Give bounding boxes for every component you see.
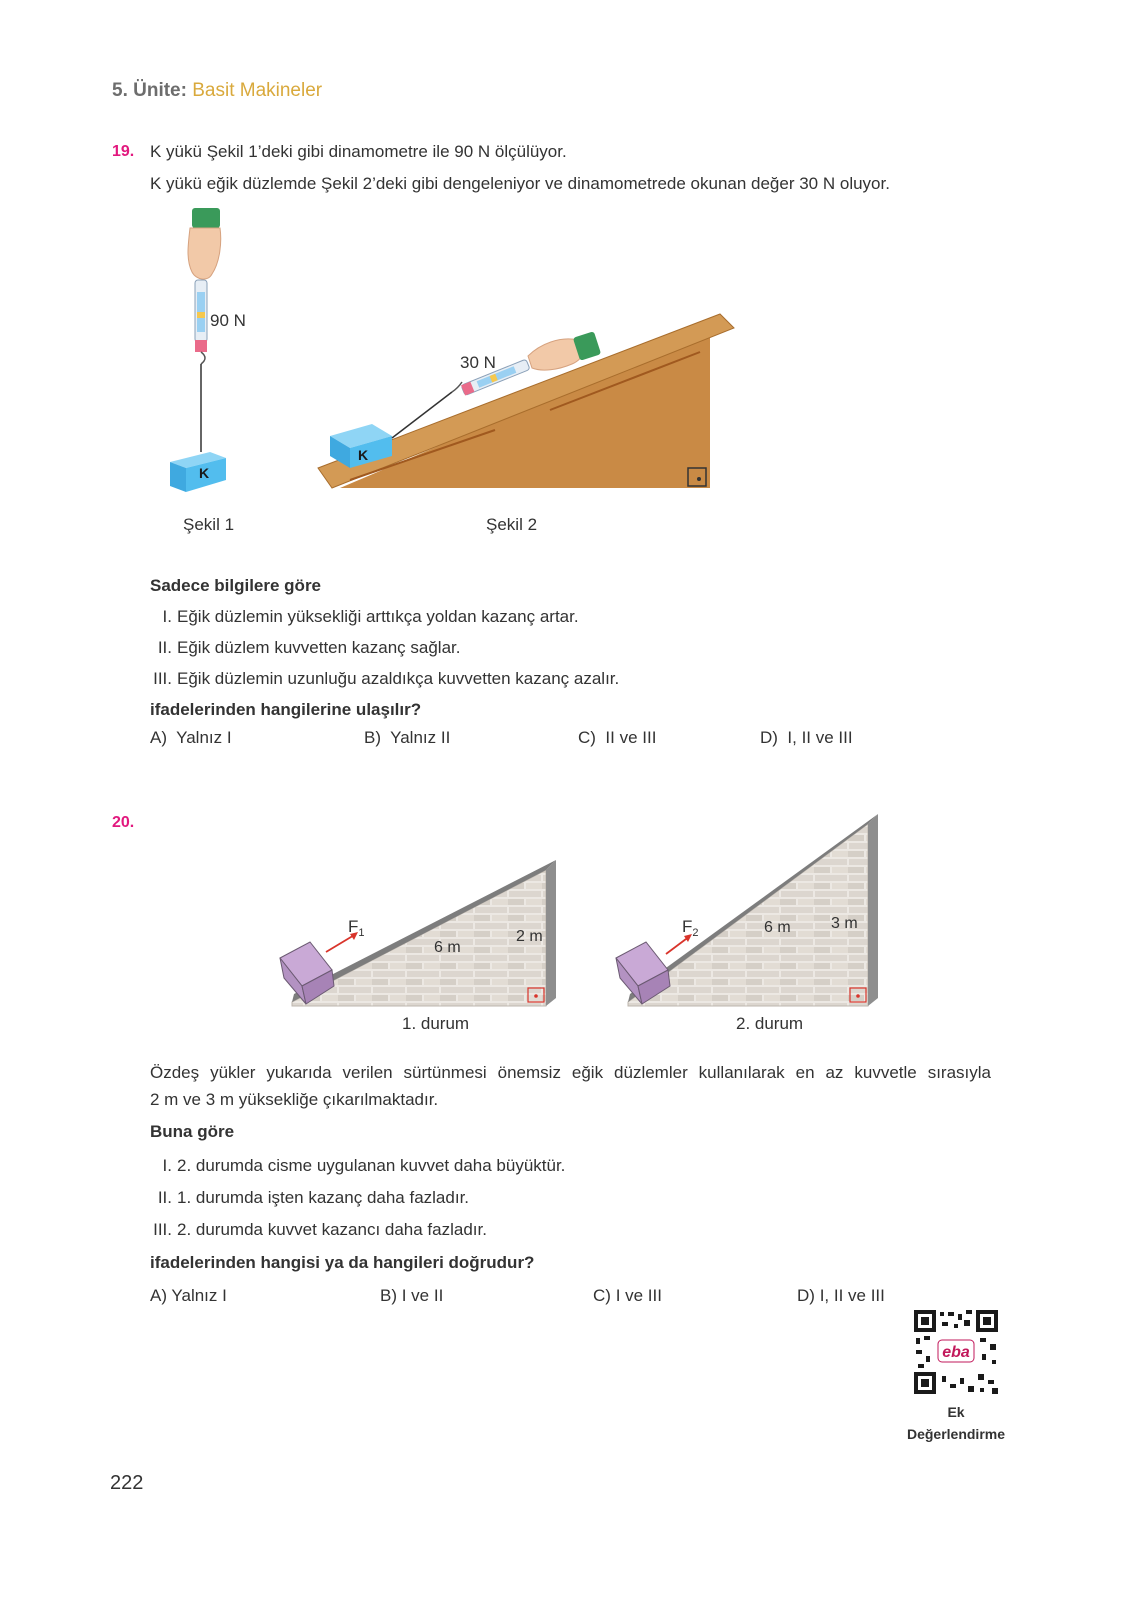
q19-option-c[interactable]: C) II ve III <box>578 728 657 747</box>
incline-2-height: 3 m <box>831 915 858 932</box>
q20-option-a[interactable]: A) Yalnız I <box>150 1286 227 1305</box>
q20-option-b[interactable]: B) I ve II <box>380 1286 444 1305</box>
figure-sekil-1 <box>150 200 300 500</box>
q19-option-b[interactable]: B) Yalnız II <box>364 728 451 747</box>
qr-code-icon[interactable] <box>914 1310 998 1394</box>
q19-statement-num: II. <box>157 638 172 657</box>
qr-caption-line2: Değerlendirme <box>906 1426 1006 1442</box>
fig1-block-label: K <box>199 465 210 481</box>
figure-sekil-2 <box>310 300 750 500</box>
eba-logo: eba <box>942 1344 970 1361</box>
fig2-caption: Şekil 2 <box>486 515 538 534</box>
qr-caption-line1: Ek <box>947 1404 965 1420</box>
q20-option-d[interactable]: D) I, II ve III <box>797 1286 885 1305</box>
page-number: 222 <box>110 1472 144 1494</box>
q20-lead: Buna göre <box>150 1122 235 1141</box>
q19-option-a[interactable]: A) Yalnız I <box>150 728 232 747</box>
sleeve-icon <box>192 208 220 228</box>
q20-statement-num: I. <box>162 1156 172 1175</box>
question-19-number: 19. <box>112 143 135 160</box>
fig1-reading: 90 N <box>210 311 246 330</box>
figure-inclines <box>270 810 890 1040</box>
q19-statement: Eğik düzlemin yüksekliği arttıkça yoldan kazanç artar. <box>177 607 579 626</box>
q19-option-d[interactable]: D) I, II ve III <box>760 728 853 747</box>
q19-statement: Eğik düzlem kuvvetten kazanç sağlar. <box>177 638 461 657</box>
q20-option-c[interactable]: C) I ve III <box>593 1286 662 1305</box>
unit-label: 5. Ünite: <box>112 80 187 101</box>
hand-icon <box>188 228 221 279</box>
incline-2-length: 6 m <box>764 919 791 936</box>
fig2-block-label: K <box>358 447 369 463</box>
unit-header <box>112 80 322 102</box>
q20-statement-num: II. <box>157 1188 172 1207</box>
q19-question: ifadelerinden hangilerine ulaşılır? <box>150 700 422 719</box>
q19-line2: K yükü eğik düzlemde Şekil 2’deki gibi dengeleniyor ve dinamometrede okunan değer 30 N oluyor. <box>150 174 890 193</box>
f2-label: F <box>682 917 693 936</box>
unit-title: Basit Makineler <box>192 80 323 101</box>
fig1-caption: Şekil 1 <box>183 515 235 534</box>
fig2-reading: 30 N <box>460 353 496 372</box>
svg-text:F1: $F_1$ <box>348 917 365 939</box>
q20-question: ifadelerinden hangisi ya da hangileri doğrudur? <box>150 1253 535 1272</box>
q20-statement: 1. durumda işten kazanç daha fazladır. <box>177 1188 470 1207</box>
f1-label: F <box>348 917 359 936</box>
svg-text:F2: $F_2$ <box>682 917 699 939</box>
incline-1-height: 2 m <box>516 928 543 945</box>
q19-line1: K yükü Şekil 1’deki gibi dinamometre ile 90 N ölçülüyor. <box>150 142 567 161</box>
q19-lead: Sadece bilgilere göre <box>150 576 322 595</box>
force-arrow-1 <box>326 934 356 952</box>
q20-statement-num: III. <box>153 1220 172 1239</box>
question-20-number: 20. <box>112 814 135 831</box>
q19-statement-num: I. <box>162 607 172 626</box>
q20-statement: 2. durumda kuvvet kazancı daha fazladır. <box>177 1220 487 1239</box>
q20-paragraph-line1: Özdeş yükler yukarıda verilen sürtünmesi önemsiz eğik düzlemler kullanılarak en az kuvvetle sırasıyla <box>150 1063 991 1082</box>
incline-1-length: 6 m <box>434 939 461 956</box>
q20-paragraph-line2: 2 m ve 3 m yüksekliğe çıkarılmaktadır. <box>150 1090 439 1109</box>
q20-statement: 2. durumda cisme uygulanan kuvvet daha büyüktür. <box>177 1156 566 1175</box>
q19-statement: Eğik düzlemin uzunluğu azaldıkça kuvvetten kazanç azalır. <box>177 669 620 688</box>
incline-2-caption: 2. durum <box>736 1014 804 1033</box>
q19-statement-num: III. <box>153 669 172 688</box>
incline-1-caption: 1. durum <box>402 1014 470 1033</box>
